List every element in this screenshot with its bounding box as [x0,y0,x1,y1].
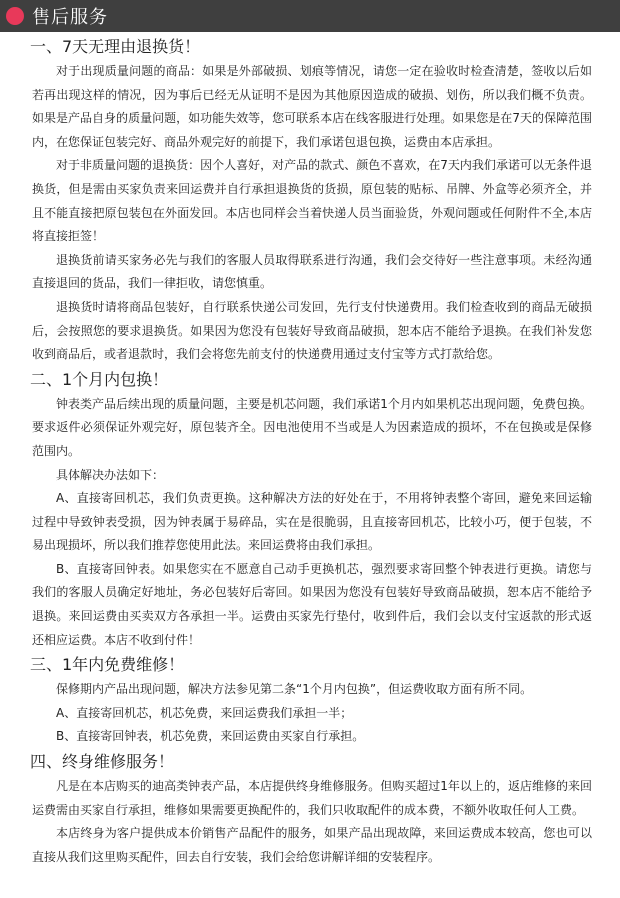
section-4-paragraph-1: 凡是在本店购买的迪高类钟表产品，本店提供终身维修服务。但购买超过1年以上的，返店维修的来回运费需由买家自行承担，维修如果需要更换配件的，我们只收取配件的成本费，不额外收取任何人工费。 [32,779,592,817]
bullet-dot-icon [6,7,24,25]
section-3-paragraph-1: 保修期内产品出现问题，解决方法参见第二条“1个月内包换”，但运费收取方面有所不同。 [56,682,533,697]
section-4-paragraph-2: 本店终身为客户提供成本价销售产品配件的服务，如果产品出现故障，来回运费成本较高，您也可以直接从我们这里购买配件，回去自行安装，我们会给您讲解详细的安装程序。 [32,826,592,864]
section-heading-4: 四、终身维修服务！ [30,752,175,772]
section-1-paragraph-2: 对于非质量问题的退换货：因个人喜好，对产品的款式、颜色不喜欢，在7天内我们承诺可以无条件退换货，但是需由买家负责来回运费并自行承担退换货的货损，原包装的贴标、吊牌、外盒等必须齐全，并且不能直接把原包装包在外面发回。本店也同样会当着快递人员当面验货，外观问题或任何附件不全,本店将直接拒签！ [32,158,592,244]
section-1-paragraph-1: 对于出现质量问题的商品：如果是外部破损、划痕等情况，请您一定在验收时检查清楚，签收以后如若再出现这样的情况，因为事后已经无从证明不是因为其他原因造成的破损、划伤，所以我们概不负责。如果是产品自身的质量问题，如功能失效等，您可联系本店在线客服进行处理。如果您是在7天的保障范围内，在您保证包装完好、商品外观完好的前提下，我们承诺包退包换，运费由本店承担。 [32,64,592,149]
section-2-paragraph-1: 钟表类产品后续出现的质量问题，主要是机芯问题，我们承诺1个月内如果机芯出现问题，免费包换。要求返件必须保证外观完好，原包装齐全。因电池使用不当或是人为因素造成的损坏，不在包换或是保修范围内。 [32,396,592,458]
section-2-paragraph-2: 具体解决办法如下： [56,467,165,482]
section-heading-2: 二、1个月内包换！ [30,369,169,389]
page-title: 售后服务 [32,7,108,28]
section-3-paragraph-2: A、直接寄回机芯，机芯免费，来回运费我们承担一半； [56,705,353,720]
section-heading-1: 一、7天无理由退换货！ [30,37,201,56]
section-2-paragraph-3: A、直接寄回机芯，我们负责更换。这种解决方法的好处在于，不用将钟表整个寄回，避免来回运输过程中导致钟表受损，因为钟表属于易碎品，实在是很脆弱，且直接寄回机芯，比较小巧，便于包装，不易出现损坏，所以我们推荐您使用此法。来回运费将由我们承担。 [32,491,592,553]
section-2-paragraph-4: B、直接寄回钟表。如果您实在不愿意自己动手更换机芯，强烈要求寄回整个钟表进行更换。请您与我们的客服人员确定好地址，务必包装好后寄回。如果因为您没有包装好导致商品破损，恕本店不能给予退换。来回运费由买卖双方各承担一半。运费由买家先行垫付，收到件后，我们会以支付宝返款的形式返还相应运费。本店不收到付件！ [32,561,592,647]
section-1-paragraph-4: 退换货时请将商品包装好，自行联系快递公司发回，先行支付快递费用。我们检查收到的商品无破损后，会按照您的要求退换货。如果因为您没有包装好导致商品破损，恕本店不能给予退换。在我们补发您收到商品后，或者退款时，我们会将您先前支付的快递费用通过支付宝等方式打款给您。 [32,299,592,362]
policy-content [32,34,592,869]
section-heading-3: 三、1年内免费维修！ [30,655,185,675]
section-1-paragraph-3: 退换货前请买家务必先与我们的客服人员取得联系进行沟通，我们会交待好一些注意事项。未经沟通直接退回的货品，我们一律拒收，请您慎重。 [32,252,592,291]
section-3-paragraph-3: B、直接寄回钟表，机芯免费，来回运费由买家自行承担。 [56,729,365,744]
page-header [0,0,620,32]
